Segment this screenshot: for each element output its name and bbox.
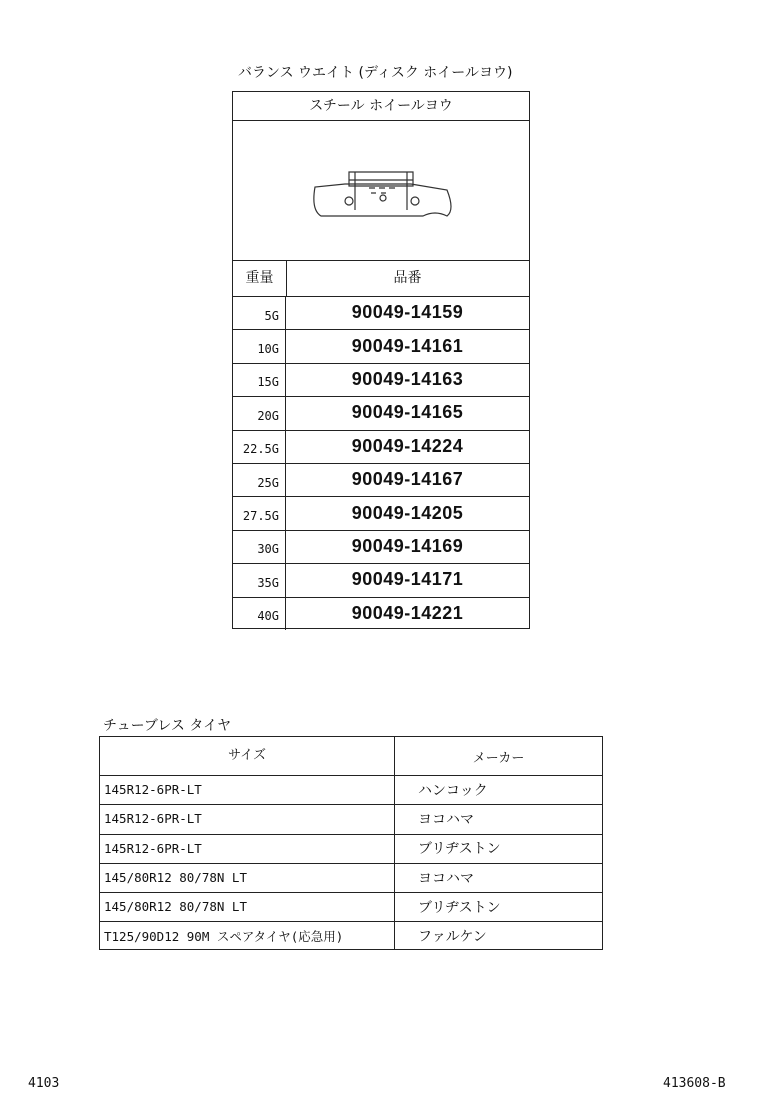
maker-column-header: メーカー xyxy=(472,751,525,766)
weight-table-column-headers xyxy=(233,260,529,297)
weight-row xyxy=(233,363,529,397)
part-number: 90049-14205 xyxy=(351,502,464,523)
weight-row xyxy=(233,463,529,497)
tire-table-header xyxy=(100,737,602,776)
balance-weight-title: バランス ウエイト (ディスク ホイールヨウ) xyxy=(238,65,513,81)
part-number: 90049-14221 xyxy=(351,602,464,623)
weight-value: 10G xyxy=(233,329,286,362)
weight-row xyxy=(233,396,529,430)
weight-row xyxy=(233,597,529,630)
weight-row xyxy=(233,496,529,530)
weight-value: 30G xyxy=(233,530,286,563)
weight-column-header: 重量 xyxy=(233,260,287,296)
tire-size: 145/80R12 80/78N LT xyxy=(104,899,247,915)
part-number: 90049-14171 xyxy=(351,569,464,590)
part-number: 90049-14163 xyxy=(351,368,464,389)
part-number: 90049-14167 xyxy=(351,469,464,490)
tire-size: 145R12-6PR-LT xyxy=(104,782,202,798)
tire-row xyxy=(100,892,602,922)
weight-value: 20G xyxy=(233,396,286,429)
weight-value: 35G xyxy=(233,563,286,596)
section-header: スチール ホイールヨウ xyxy=(233,92,529,121)
document-code: 413608-B xyxy=(663,1076,726,1091)
weight-value: 5G xyxy=(233,296,286,329)
size-column-header: サイズ xyxy=(228,748,266,763)
tire-size: 145R12-6PR-LT xyxy=(104,811,202,827)
weight-value: 40G xyxy=(233,597,286,630)
tire-maker: ブリヂストン xyxy=(418,841,501,858)
clip-on-weight-drawing xyxy=(233,120,529,260)
weight-value: 27.5G xyxy=(233,496,286,529)
tire-maker: ハンコック xyxy=(418,782,488,799)
part-number-column-header: 品番 xyxy=(393,270,422,286)
weight-row xyxy=(233,430,529,464)
weight-value: 25G xyxy=(233,463,286,496)
tire-title: チューブレス タイヤ xyxy=(103,718,232,734)
tire-maker: ヨコハマ xyxy=(418,870,474,887)
weight-row xyxy=(233,296,529,330)
part-number: 90049-14224 xyxy=(351,435,464,456)
part-number: 90049-14161 xyxy=(351,335,464,356)
tire-row xyxy=(100,775,602,805)
part-number: 90049-14165 xyxy=(351,402,464,423)
tire-row xyxy=(100,863,602,893)
tire-maker: ブリヂストン xyxy=(418,899,501,916)
weight-row xyxy=(233,563,529,597)
weight-row xyxy=(233,530,529,564)
tire-size: 145/80R12 80/78N LT xyxy=(104,870,247,886)
tire-row xyxy=(100,922,602,951)
tire-maker: ヨコハマ xyxy=(418,811,474,828)
tire-maker: ファルケン xyxy=(418,929,487,946)
page-number: 4103 xyxy=(28,1076,60,1091)
tire-size: T125/90D12 90M スペアタイヤ(応急用) xyxy=(104,929,344,945)
part-number: 90049-14169 xyxy=(351,535,464,556)
weight-value: 15G xyxy=(233,363,286,396)
weight-row xyxy=(233,329,529,363)
tire-row xyxy=(100,834,602,864)
part-number: 90049-14159 xyxy=(351,302,464,323)
balance-weight-illustration xyxy=(233,120,529,261)
tire-table xyxy=(99,736,603,950)
weight-value: 22.5G xyxy=(233,430,286,463)
balance-weight-table xyxy=(232,91,530,629)
tire-row xyxy=(100,804,602,834)
tire-size: 145R12-6PR-LT xyxy=(104,840,202,856)
